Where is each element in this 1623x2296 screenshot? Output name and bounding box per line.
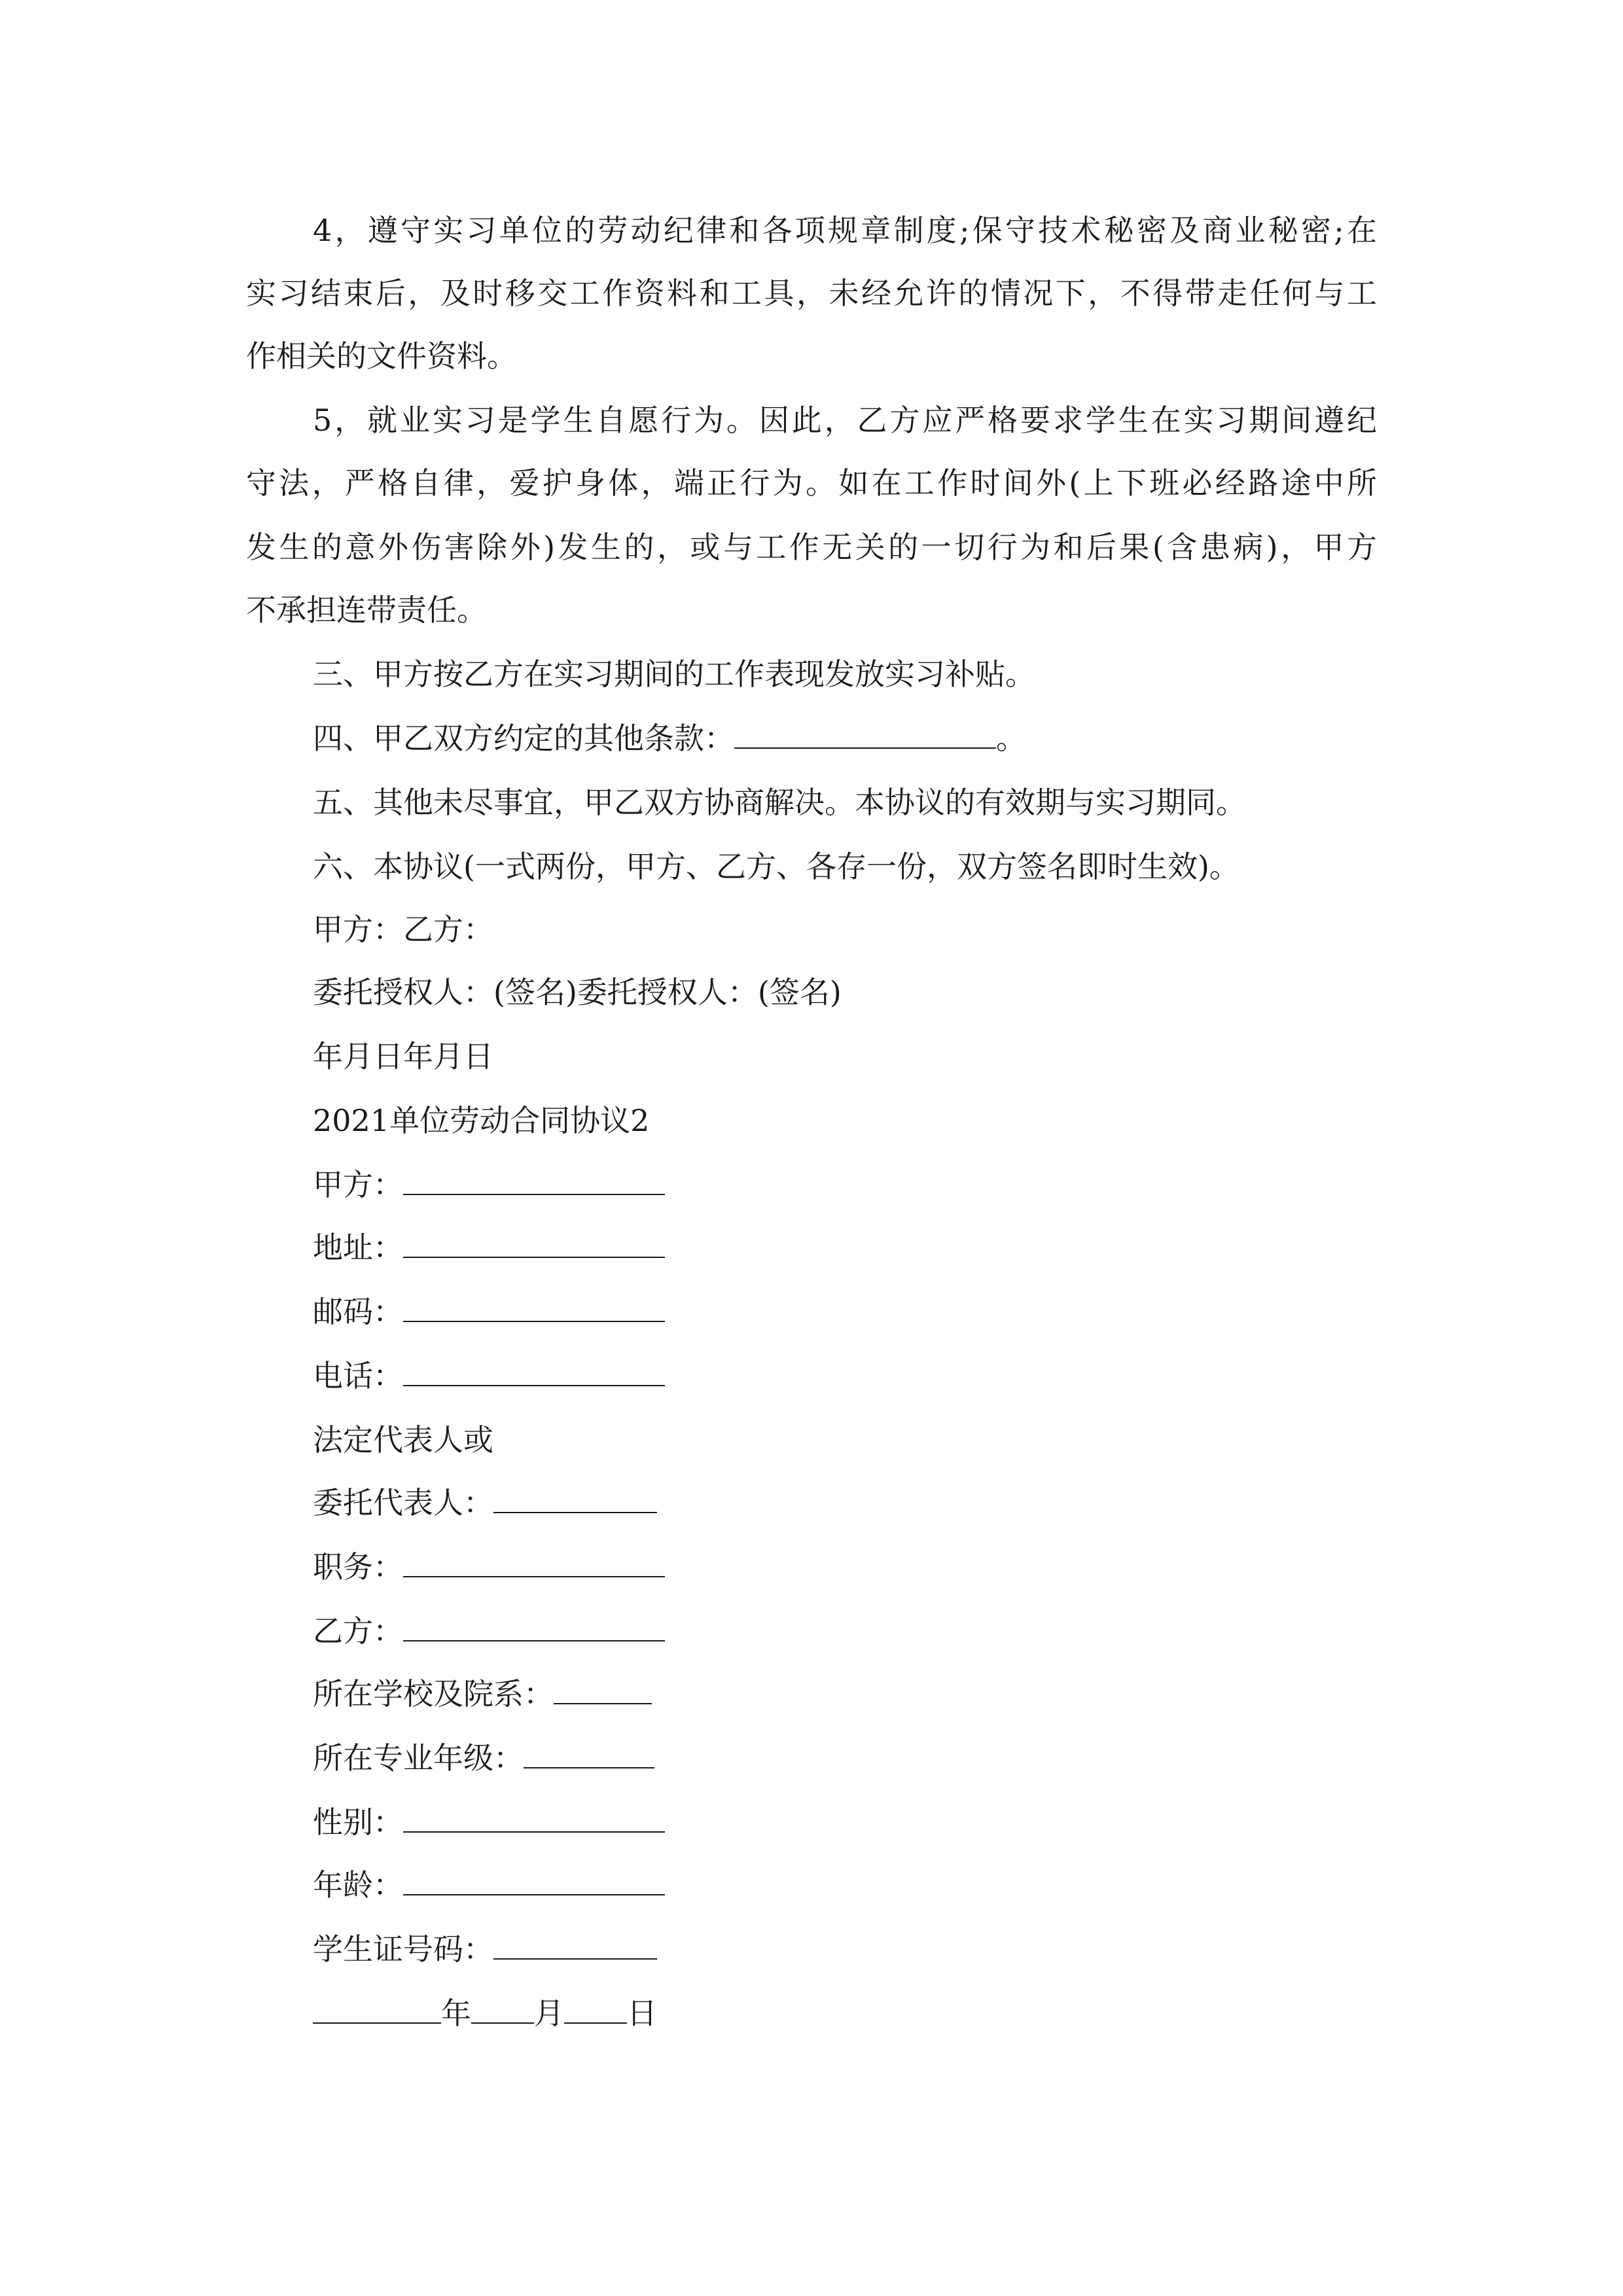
field-major-grade-label: 所在专业年级： — [313, 1740, 524, 1776]
field-student-id-blank — [493, 1929, 657, 1960]
field-party-a-blank — [403, 1165, 665, 1195]
date-day-label: 日 — [627, 1996, 657, 2031]
field-position-label: 职务： — [313, 1549, 403, 1585]
field-phone-blank — [403, 1356, 665, 1386]
field-major-grade-blank — [524, 1738, 654, 1768]
field-gender-label: 性别： — [313, 1804, 403, 1840]
field-party-b — [313, 1611, 665, 1651]
item4-line3: 作相关的文件资料。 — [246, 338, 517, 374]
date-year-blank — [313, 1994, 441, 2024]
field-school — [313, 1674, 652, 1713]
item5-line3: 发生的意外伤害除外)发生的，或与工作无关的一切行为和后果(含患病)，甲方 — [246, 529, 1377, 565]
date-month-blank — [471, 1994, 534, 2024]
agreement-2-heading: 2021单位劳动合同协议2 — [313, 1103, 650, 1138]
field-address-label: 地址： — [313, 1230, 403, 1265]
field-party-a — [313, 1165, 665, 1204]
date-line — [313, 1994, 657, 2033]
field-gender-blank — [403, 1803, 665, 1833]
item5-line4: 不承担连带责任。 — [246, 592, 487, 628]
field-student-id-label: 学生证号码： — [313, 1931, 493, 1967]
clause-5: 五、其他未尽事宜，甲乙双方协商解决。本协议的有效期与实习期同。 — [313, 785, 1246, 820]
parties-line: 甲方：乙方： — [313, 912, 493, 947]
field-major-grade — [313, 1738, 654, 1778]
field-postcode — [313, 1292, 665, 1331]
field-agent-blank — [493, 1483, 657, 1513]
clause-4-label: 四、甲乙双方约定的其他条款： — [313, 721, 734, 756]
field-age-blank — [403, 1865, 665, 1895]
item4-line1: 4，遵守实习单位的劳动纪律和各项规章制度;保守技术秘密及商业秘密;在 — [313, 213, 1377, 248]
field-position — [313, 1547, 665, 1587]
field-legal-rep: 法定代表人或 — [313, 1422, 493, 1458]
item5-line1: 5，就业实习是学生自愿行为。因此，乙方应严格要求学生在实习期间遵纪 — [313, 403, 1377, 438]
field-phone — [313, 1356, 665, 1395]
field-school-blank — [554, 1674, 652, 1704]
field-postcode-label: 邮码： — [313, 1294, 403, 1329]
field-school-label: 所在学校及院系： — [313, 1676, 554, 1712]
field-postcode-blank — [403, 1292, 665, 1322]
item5-line2: 守法，严格自律，爱护身体，端正行为。如在工作时间外(上下班必经路途中所 — [246, 465, 1377, 501]
dates-line: 年月日年月日 — [313, 1039, 493, 1074]
clause-4-blank — [734, 719, 996, 749]
field-address-blank — [403, 1228, 665, 1258]
field-age-label: 年龄： — [313, 1867, 403, 1903]
date-month-label: 月 — [534, 1996, 564, 2031]
clause-4-end: 。 — [996, 721, 1026, 756]
clause-6: 六、本协议(一式两份，甲方、乙方、各存一份，双方签名即时生效)。 — [313, 849, 1240, 884]
signers-line: 委托授权人：(签名)委托授权人：(签名) — [313, 975, 842, 1010]
item4-line2: 实习结束后，及时移交工作资料和工具，未经允许的情况下，不得带走任何与工 — [246, 276, 1377, 311]
field-party-b-blank — [403, 1611, 665, 1641]
field-position-blank — [403, 1547, 665, 1577]
field-phone-label: 电话： — [313, 1358, 403, 1393]
field-party-a-label: 甲方： — [313, 1167, 403, 1202]
field-agent-label: 委托代表人： — [313, 1485, 493, 1520]
field-gender — [313, 1803, 665, 1842]
field-party-b-label: 乙方： — [313, 1613, 403, 1649]
field-age — [313, 1865, 665, 1905]
clause-3: 三、甲方按乙方在实习期间的工作表现发放实习补贴。 — [313, 656, 1035, 692]
field-student-id — [313, 1929, 657, 1969]
field-address — [313, 1228, 665, 1267]
clause-4 — [313, 719, 1026, 758]
date-year-label: 年 — [441, 1996, 471, 2031]
field-agent — [313, 1483, 657, 1522]
date-day-blank — [564, 1994, 627, 2024]
